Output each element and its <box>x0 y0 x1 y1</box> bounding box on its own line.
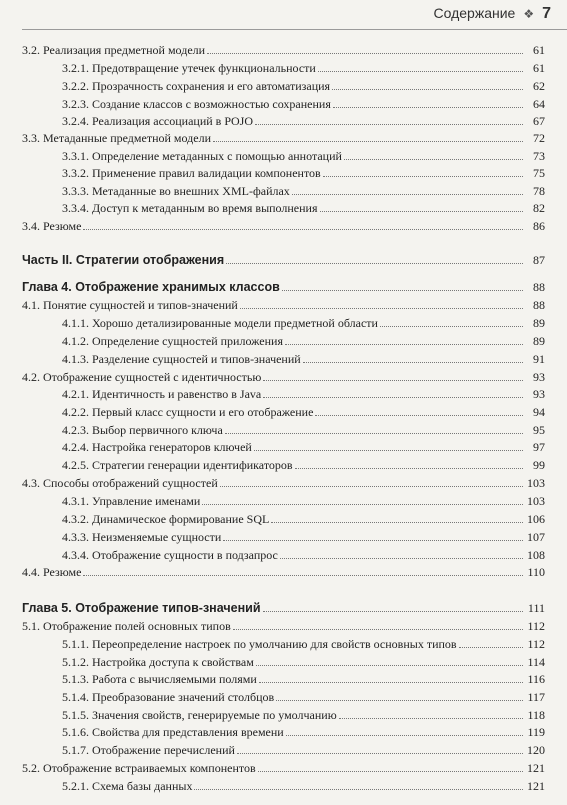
dot-leader <box>255 124 523 125</box>
dot-leader <box>295 468 523 469</box>
dot-leader <box>339 718 523 719</box>
toc-page-number: 93 <box>533 387 545 401</box>
toc-entry-title: 4.3.2. Динамическое формирование SQL <box>62 512 270 526</box>
dot-leader <box>271 522 523 523</box>
toc-entry-title: Глава 5. Отображение типов-значений <box>22 601 261 615</box>
toc-entry-row[interactable] <box>0 295 567 313</box>
toc-entry-title: 5.1.2. Настройка доступа к свойствам <box>62 655 254 669</box>
header-section-title: Содержание <box>433 5 516 21</box>
header-page-number: 7 <box>542 5 551 22</box>
toc-entry-title: 4.3.3. Неизменяемые сущности <box>62 530 222 544</box>
dot-leader <box>256 665 523 666</box>
toc-entry-title: 5.1.1. Переопределение настроек по умолчанию для свойств основных типов <box>62 637 457 651</box>
toc-page-number: 75 <box>533 166 545 180</box>
header-text <box>434 5 552 23</box>
dot-leader <box>237 753 523 754</box>
toc-page-number: 73 <box>533 149 545 163</box>
toc-page-number: 99 <box>533 458 545 472</box>
dot-leader <box>83 575 523 576</box>
toc-entry-title: 4.1. Понятие сущностей и типов-значений <box>22 298 238 312</box>
toc-entry-title: 5.1.4. Преобразование значений столбцов <box>62 690 275 704</box>
dot-leader <box>459 647 523 648</box>
toc-page-number: 121 <box>527 761 545 775</box>
toc-entry-row[interactable] <box>0 722 567 740</box>
dot-leader <box>292 194 523 195</box>
diamond-ornament-icon: ❖ <box>523 7 535 21</box>
dot-leader <box>263 380 523 381</box>
dot-leader <box>225 433 523 434</box>
toc-entry-title: 5.2.1. Схема базы данных <box>62 779 193 793</box>
toc-page-number: 97 <box>533 440 545 454</box>
toc-entry-title: 4.2.4. Настройка генераторов ключей <box>62 440 252 454</box>
toc-entry-row[interactable] <box>0 163 567 181</box>
toc-page-number: 95 <box>533 423 545 437</box>
toc-entry-title: 4.3.1. Управление именами <box>62 494 201 508</box>
toc-page-number: 86 <box>533 219 545 233</box>
dot-leader <box>286 735 523 736</box>
toc-entry-row[interactable] <box>0 313 567 331</box>
toc-entry-title: 3.3.2. Применение правил валидации компонентов <box>62 166 321 180</box>
toc-page-number: 61 <box>533 43 545 57</box>
dot-leader <box>303 362 523 363</box>
toc-page-number: 116 <box>527 672 545 686</box>
dot-leader <box>263 611 523 612</box>
dot-leader <box>276 700 523 701</box>
toc-entry-row[interactable] <box>0 198 567 216</box>
toc-page-number: 114 <box>527 655 545 669</box>
toc-entry-title: 4.2.2. Первый класс сущности и его отображение <box>62 405 314 419</box>
toc-page-number: 112 <box>527 619 545 633</box>
dot-leader <box>333 107 523 108</box>
toc-page-number: 111 <box>527 601 545 615</box>
toc-entry-row[interactable] <box>0 216 567 234</box>
toc-heading-row[interactable] <box>0 277 567 295</box>
dot-leader <box>233 629 523 630</box>
toc-entry-row[interactable] <box>0 40 567 58</box>
dot-leader <box>259 682 523 683</box>
toc-entry-title: 4.1.2. Определение сущностей приложения <box>62 334 283 348</box>
toc-entry-row[interactable] <box>0 367 567 385</box>
dot-leader <box>332 89 523 90</box>
toc-entry-row[interactable] <box>0 331 567 349</box>
toc-page-number: 88 <box>533 280 545 294</box>
toc-entry-row[interactable] <box>0 705 567 723</box>
toc-entry-title: 5.1.7. Отображение перечислений <box>62 743 235 757</box>
toc-entry-row[interactable] <box>0 473 567 491</box>
toc-page-number: 62 <box>533 79 545 93</box>
toc-entry-title: 4.2.3. Выбор первичного ключа <box>62 423 223 437</box>
toc-page-number: 82 <box>533 201 545 215</box>
dot-leader <box>220 486 523 487</box>
toc-entry-row[interactable] <box>0 669 567 687</box>
toc-page-number: 94 <box>533 405 545 419</box>
toc-page-number: 72 <box>533 131 545 145</box>
toc-entry-title: 4.1.1. Хорошо детализированные модели предметной области <box>62 316 378 330</box>
toc-page-number: 112 <box>527 637 545 651</box>
toc-entry-row[interactable] <box>0 146 567 164</box>
toc-page-number: 118 <box>527 708 545 722</box>
toc-entry-row[interactable] <box>0 437 567 455</box>
toc-entry-title: 3.3.1. Определение метаданных с помощью аннотаций <box>62 149 342 163</box>
toc-page-number: 89 <box>533 316 545 330</box>
toc-entry-row[interactable] <box>0 491 567 509</box>
toc-page-number: 106 <box>527 512 545 526</box>
toc-entry-title: 4.2. Отображение сущностей с идентичностью <box>22 370 262 384</box>
dot-leader <box>320 211 524 212</box>
toc-entry-row[interactable] <box>0 349 567 367</box>
toc-entry-title: 4.2.5. Стратегии генерации идентификаторов <box>62 458 293 472</box>
toc-entry-row[interactable] <box>0 527 567 545</box>
toc-entry-row[interactable] <box>0 509 567 527</box>
toc-page-number: 89 <box>533 334 545 348</box>
dot-leader <box>254 450 523 451</box>
toc-page-number: 120 <box>527 743 545 757</box>
toc-page-number: 91 <box>533 352 545 366</box>
toc-entry-row[interactable] <box>0 402 567 420</box>
dot-leader <box>280 558 523 559</box>
toc-entry-row[interactable] <box>0 545 567 563</box>
toc-entry-row[interactable] <box>0 616 567 634</box>
toc-entry-title: 5.1.5. Значения свойств, генерируемые по умолчанию <box>62 708 337 722</box>
toc-entry-row[interactable] <box>0 181 567 199</box>
toc-heading-row[interactable] <box>0 598 567 616</box>
toc-page-number: 67 <box>533 114 545 128</box>
toc-page-number: 121 <box>527 779 545 793</box>
dot-leader <box>226 263 523 264</box>
toc-entry-title: 5.1.6. Свойства для представления времени <box>62 725 284 739</box>
dot-leader <box>202 504 523 505</box>
dot-leader <box>282 290 523 291</box>
toc-heading-row[interactable] <box>0 250 567 268</box>
toc-entry-title: 3.2.1. Предотвращение утечек функциональности <box>62 61 316 75</box>
toc-entry-title: 3.2.2. Прозрачность сохранения и его автоматизация <box>62 79 331 93</box>
toc-entry-title: 5.2. Отображение встраиваемых компонентов <box>22 761 256 775</box>
toc-entry-title: 3.3.3. Метаданные во внешних XML-файлах <box>62 184 290 198</box>
toc-page-number: 88 <box>533 298 545 312</box>
toc-entry-title: 4.1.3. Разделение сущностей и типов-значений <box>62 352 301 366</box>
toc-entry-title: 4.3. Способы отображений сущностей <box>22 476 218 490</box>
toc-page-number: 119 <box>527 725 545 739</box>
toc-entry-title: 3.2.3. Создание классов с возможностью сохранения <box>62 97 331 111</box>
toc-entry-title: 3.4. Резюме <box>22 219 82 233</box>
toc-entry-title: 3.2.4. Реализация ассоциаций в POJO <box>62 114 254 128</box>
toc-page-number: 117 <box>527 690 545 704</box>
toc-page-number: 110 <box>527 565 545 579</box>
toc-entry-row[interactable] <box>0 740 567 758</box>
toc-page-number: 93 <box>533 370 545 384</box>
toc-entry-row[interactable] <box>0 455 567 473</box>
toc-page-number: 61 <box>533 61 545 75</box>
toc-entry-row[interactable] <box>0 128 567 146</box>
dot-leader <box>83 229 523 230</box>
toc-entry-title: 4.3.4. Отображение сущности в подзапрос <box>62 548 278 562</box>
toc-page-number: 107 <box>527 530 545 544</box>
toc-entry-row[interactable] <box>0 562 567 580</box>
toc-page-number: 108 <box>527 548 545 562</box>
toc-entry-title: 4.2.1. Идентичность и равенство в Java <box>62 387 262 401</box>
toc-page-number: 64 <box>533 97 545 111</box>
dot-leader <box>194 789 523 790</box>
toc-entry-row[interactable] <box>0 652 567 670</box>
toc-entry-row[interactable] <box>0 76 567 94</box>
dot-leader <box>285 344 523 345</box>
toc-entry-row[interactable] <box>0 420 567 438</box>
toc-entry-title: 5.1. Отображение полей основных типов <box>22 619 231 633</box>
dot-leader <box>240 308 523 309</box>
running-header <box>0 0 567 30</box>
toc-page-number: 78 <box>533 184 545 198</box>
toc-entry-title: 4.4. Резюме <box>22 565 82 579</box>
toc-entry-title: 3.3. Метаданные предметной модели <box>22 131 212 145</box>
dot-leader <box>318 71 523 72</box>
toc-entry-title: Часть II. Стратегии отображения <box>22 253 225 267</box>
header-rule <box>22 29 567 30</box>
dot-leader <box>344 159 523 160</box>
toc-entry-row[interactable] <box>0 758 567 776</box>
toc-entry-title: 3.3.4. Доступ к метаданным во время выполнения <box>62 201 318 215</box>
toc-entry-row[interactable] <box>0 634 567 652</box>
dot-leader <box>380 326 523 327</box>
toc-entry-title: 3.2. Реализация предметной модели <box>22 43 206 57</box>
dot-leader <box>258 771 523 772</box>
dot-leader <box>263 397 523 398</box>
dot-leader <box>207 53 523 54</box>
dot-leader <box>315 415 523 416</box>
toc-entry-row[interactable] <box>0 687 567 705</box>
toc-page-number: 87 <box>533 253 545 267</box>
toc-entry-row[interactable] <box>0 384 567 402</box>
toc-entry-row[interactable] <box>0 58 567 76</box>
dot-leader <box>323 176 523 177</box>
dot-leader <box>223 540 523 541</box>
toc-entry-title: 5.1.3. Работа с вычисляемыми полями <box>62 672 257 686</box>
toc-entry-row[interactable] <box>0 111 567 129</box>
toc-entry-title: Глава 4. Отображение хранимых классов <box>22 280 280 294</box>
toc-entry-row[interactable] <box>0 94 567 112</box>
toc-page-number: 103 <box>527 476 545 490</box>
dot-leader <box>213 141 523 142</box>
toc-entry-row[interactable] <box>0 776 567 794</box>
toc-page-number: 103 <box>527 494 545 508</box>
